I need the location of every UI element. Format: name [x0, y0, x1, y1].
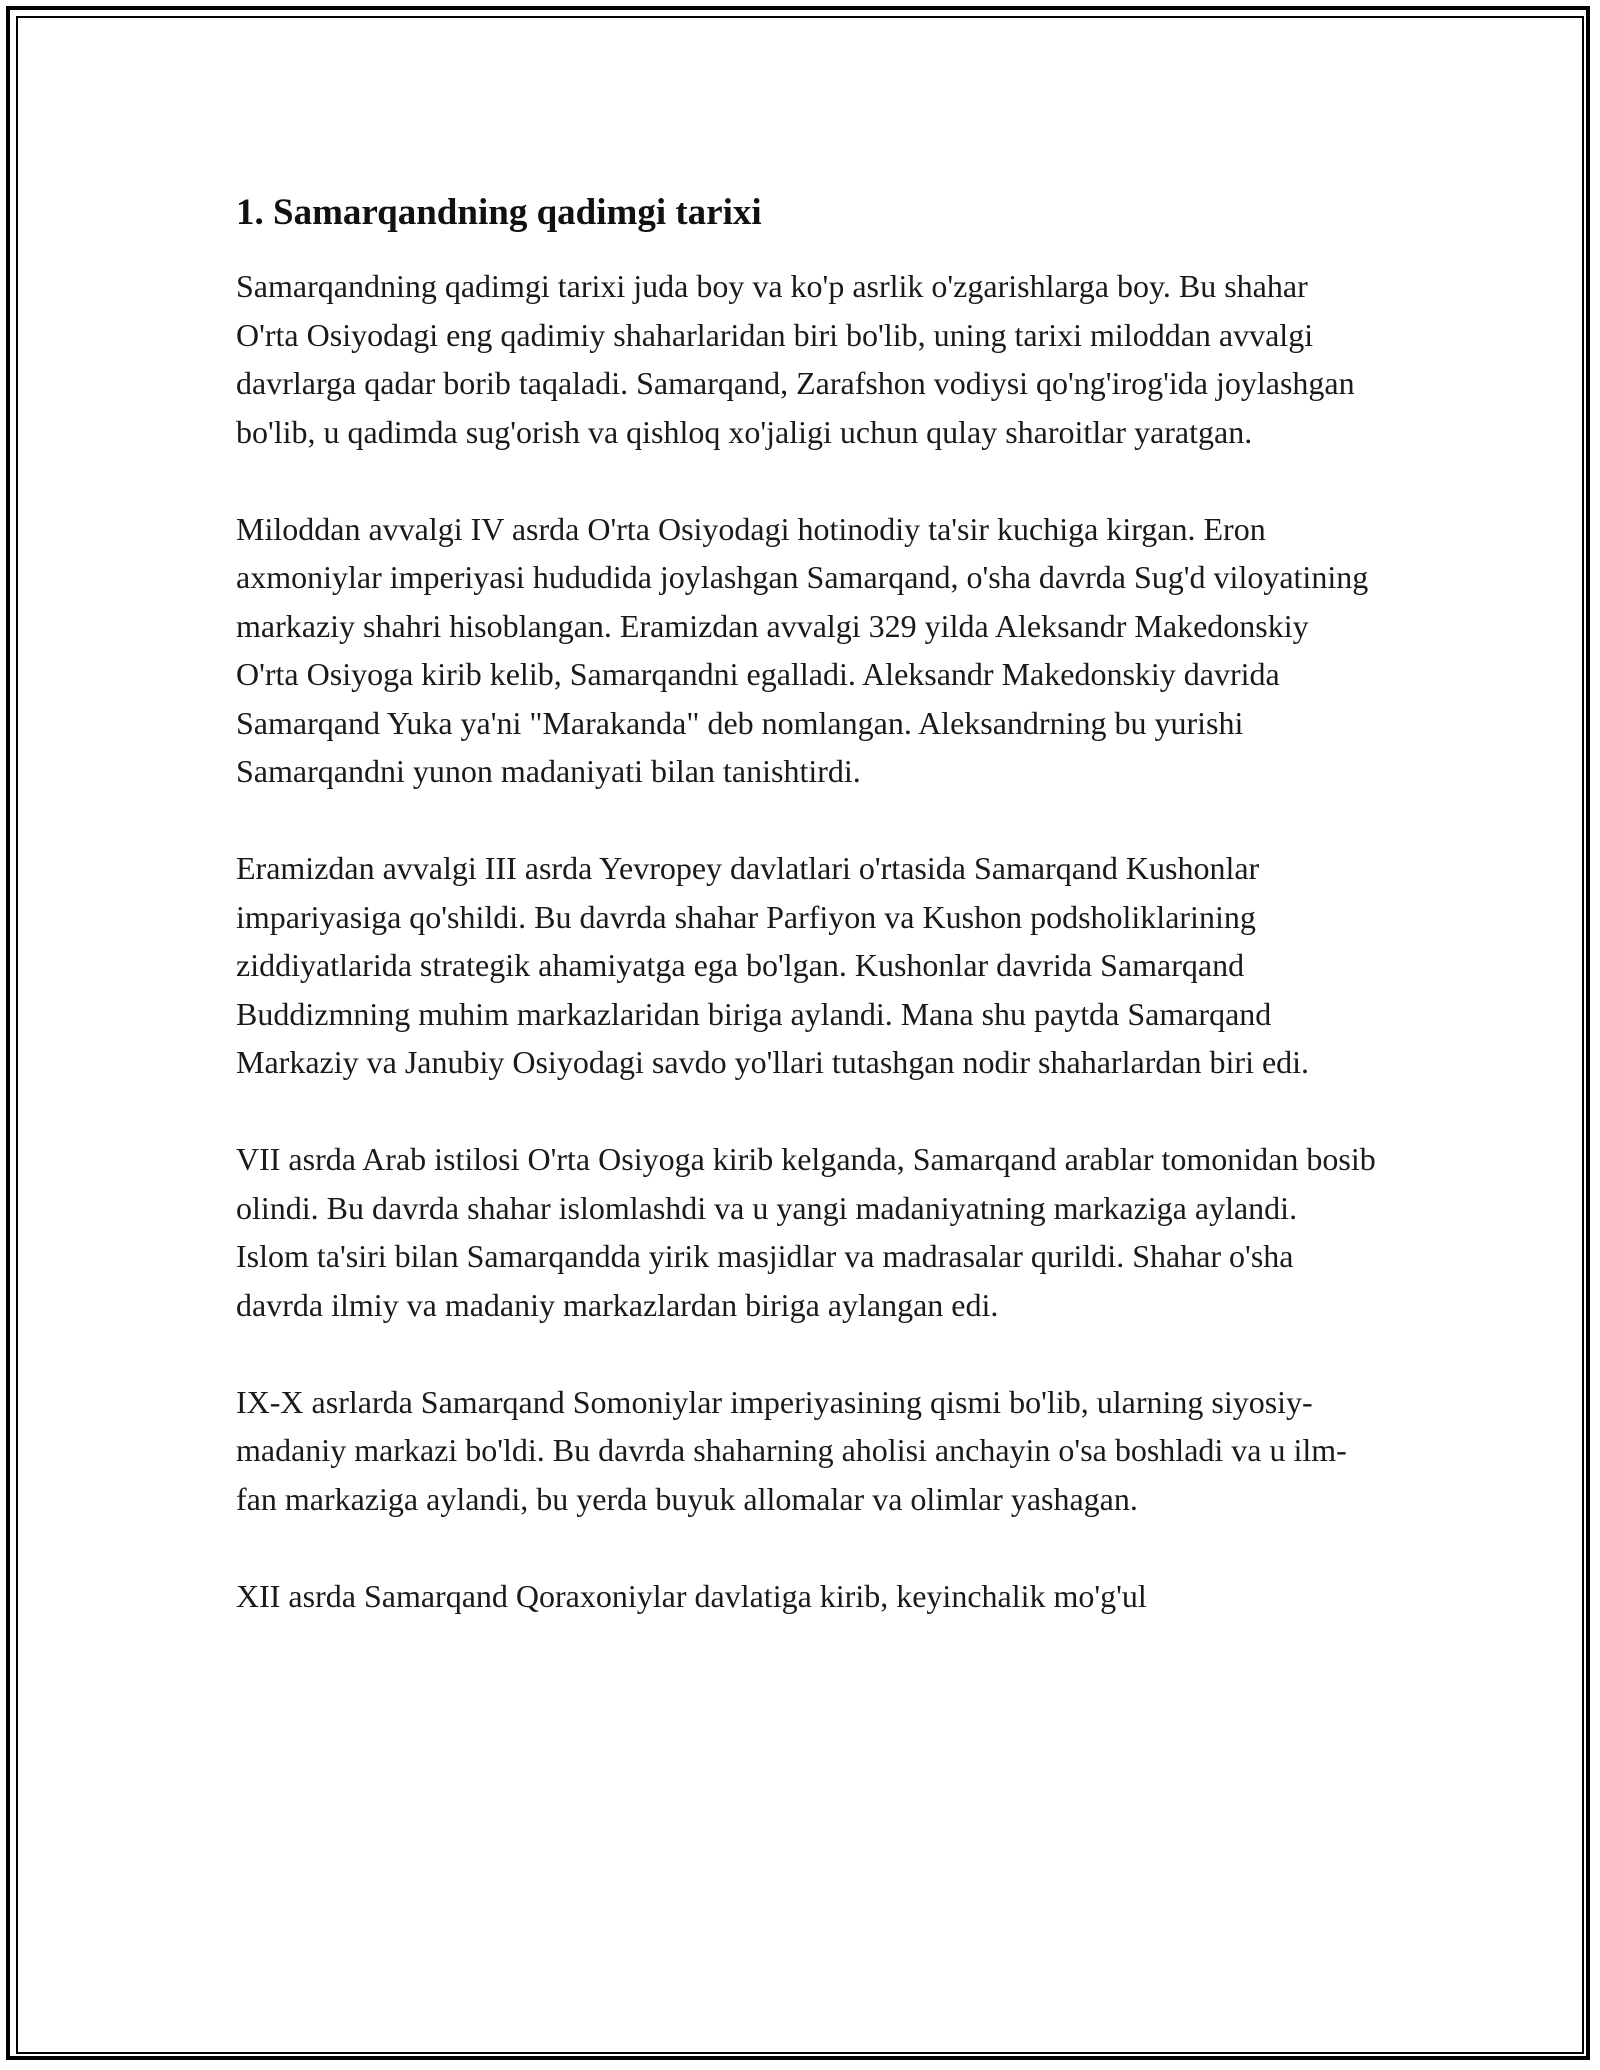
paragraph-1: Samarqandning qadimgi tarixi juda boy va ko'p asrlik o'zgarishlarga boy. Bu shahar O'rta Osiyodagi eng qadimiy shaharlaridan biri bo'lib, uning tarixi miloddan avvalgi davrlarga qadar borib taqaladi. Samarqand, Zarafshon vodiysi qo'ng'irog'ida joylashgan bo'lib, u qadimda sug'orish va qishloq xo'jaligi uchun qulay sharoitlar yaratgan. — [236, 268, 1355, 450]
section-heading: 1. Samarqandning qadimgi tarixi — [236, 192, 762, 233]
paragraph-3: Eramizdan avvalgi III asrda Yevropey davlatlari o'rtasida Samarqand Kushonlar impariyasiga qo'shildi. Bu davrda shahar Parfiyon va Kushon podsholiklarining ziddiyatlarida strategik ahamiyatga ega bo'lgan. Kushonlar davrida Samarqand Buddizmning muhim markazlaridan biriga aylandi. Mana shu paytda Samarqand Markaziy va Janubiy Osiyodagi savdo yo'llari tutashgan nodir shaharlardan biri edi. — [236, 850, 1310, 1080]
paragraph-5: IX-X asrlarda Samarqand Somoniylar imperiyasining qismi bo'lib, ularning siyosiy-madaniy markazi bo'ldi. Bu davrda shaharning aholisi anchayin o'sa boshladi va u ilm-fan markaziga aylandi, bu yerda buyuk allomalar va olimlar yashagan. — [236, 1383, 1347, 1517]
paragraph-2: Miloddan avvalgi IV asrda O'rta Osiyodagi hotinodiy ta'sir kuchiga kirgan. Eron axmoniylar imperiyasi hududida joylashgan Samarqand, o'sha davrda Sug'd viloyatining markaziy shahri hisoblangan. Eramizdan avvalgi 329 yilda Aleksandr Makedonskiy O'rta Osiyoga kirib kelib, Samarqandni egalladi. Aleksandr Makedonskiy davrida Samarqand Yuka ya'ni "Marakanda" deb nomlangan. Aleksandrning bu yurishi Samarqandni yunon madaniyati bilan tanishtirdi. — [236, 510, 1369, 789]
document-body — [236, 184, 1376, 1620]
paragraph-4: VII asrda Arab istilosi O'rta Osiyoga kirib kelganda, Samarqand arablar tomonidan bosib olindi. Bu davrda shahar islomlashdi va u yangi madaniyatning markaziga aylandi. Islom ta'siri bilan Samarqandda yirik masjidlar va madrasalar qurildi. Shahar o'sha davrda ilmiy va madaniy markazlardan biriga aylangan edi. — [236, 1141, 1376, 1323]
paragraph-6: XII asrda Samarqand Qoraxoniylar davlatiga kirib, keyinchalik mo'g'ul — [236, 1577, 1147, 1614]
